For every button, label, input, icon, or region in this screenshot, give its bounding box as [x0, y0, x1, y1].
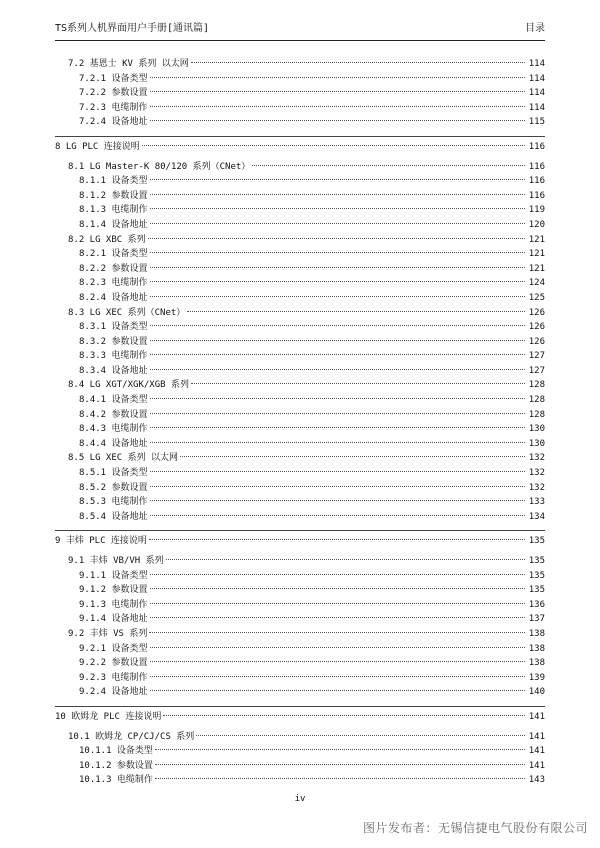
toc-subsection-entry[interactable]: [55, 510, 545, 525]
dot-leader: [150, 500, 525, 501]
dot-leader: [150, 281, 525, 282]
toc-entry-title: 8.1.2 参数设置: [79, 190, 148, 201]
toc-entry-title: 8 LG PLC 连接说明: [55, 141, 140, 152]
toc-entry-page: 124: [528, 278, 545, 289]
section-label: 目录: [525, 23, 545, 34]
toc-entry-page: 135: [528, 556, 545, 566]
toc-entry-page: 132: [528, 482, 545, 493]
dot-leader: [155, 778, 525, 779]
dot-leader: [148, 238, 525, 239]
toc-entry-page: 133: [528, 497, 545, 508]
toc-subsection-entry[interactable]: [55, 101, 545, 116]
toc-entry-page: 128: [528, 380, 545, 391]
dot-leader: [149, 632, 525, 633]
dot-leader: [150, 325, 525, 326]
toc-entry-page: 141: [528, 746, 545, 757]
toc-entry-title: 10.1.1 设备类型: [79, 746, 153, 757]
toc-entry-title: 8.3.2 参数设置: [79, 336, 148, 347]
chapter-divider: [55, 706, 545, 707]
toc-entry-page: 114: [528, 88, 545, 99]
toc-chapter-entry[interactable]: [55, 140, 545, 155]
toc-entry-title: 8.4.1 设备类型: [79, 395, 148, 406]
toc-entry-title: 9.2.4 设备地址: [79, 687, 148, 698]
toc-subsection-entry[interactable]: [55, 598, 545, 613]
dot-leader: [150, 340, 525, 341]
toc-entry-title: 8.4.4 设备地址: [79, 438, 148, 449]
toc-entry-page: 128: [528, 395, 545, 406]
dot-leader: [252, 165, 525, 166]
toc-entry-title: 8.4.3 电缆制作: [79, 424, 148, 435]
dot-leader: [191, 383, 525, 384]
toc-subsection-entry[interactable]: [55, 495, 545, 510]
toc-entry-title: 9.1.1 设备类型: [79, 570, 148, 581]
toc-section-entry[interactable]: [55, 730, 545, 745]
toc-entry-title: 7.2.1 设备类型: [79, 73, 148, 84]
toc-entry-page: 127: [528, 365, 545, 376]
toc-entry-page: 138: [528, 658, 545, 669]
header-divider: [55, 40, 545, 41]
dot-leader: [150, 296, 525, 297]
document-title: TS系列人机界面用户手册[通讯篇]: [55, 23, 210, 34]
dot-leader: [150, 267, 525, 268]
dot-leader: [150, 398, 525, 399]
toc-subsection-entry[interactable]: [55, 349, 545, 364]
dot-leader: [150, 574, 525, 575]
toc-subsection-entry[interactable]: [55, 437, 545, 452]
toc-entry-title: 8.3.4 设备地址: [79, 365, 148, 376]
table-of-contents: [55, 57, 545, 788]
toc-entry-title: 7.2.2 参数设置: [79, 88, 148, 99]
toc-entry-title: 9.2 丰炜 VS 系列: [68, 628, 148, 639]
dot-leader: [155, 749, 525, 750]
dot-leader: [166, 559, 525, 560]
toc-section-entry[interactable]: [55, 57, 545, 72]
toc-subsection-entry[interactable]: [55, 335, 545, 350]
toc-subsection-entry[interactable]: [55, 481, 545, 496]
toc-entry-page: 116: [528, 190, 545, 201]
toc-subsection-entry[interactable]: [55, 174, 545, 189]
toc-subsection-entry[interactable]: [55, 408, 545, 423]
toc-entry-title: 10.1.3 电缆制作: [79, 775, 153, 786]
dot-leader: [150, 617, 525, 618]
dot-leader: [150, 486, 525, 487]
toc-entry-page: 126: [528, 336, 545, 347]
dot-leader: [150, 442, 525, 443]
dot-leader: [150, 369, 525, 370]
toc-entry-page: 141: [528, 731, 545, 742]
toc-entry-page: 137: [528, 614, 545, 625]
dot-leader: [142, 145, 525, 146]
toc-subsection-entry[interactable]: [55, 364, 545, 379]
toc-subsection-entry[interactable]: [55, 276, 545, 291]
toc-entry-page: 128: [528, 409, 545, 420]
toc-entry-page: 125: [528, 292, 545, 303]
toc-entry-page: 140: [528, 687, 545, 698]
dot-leader: [150, 179, 525, 180]
toc-subsection-entry[interactable]: [55, 466, 545, 481]
toc-entry-page: 139: [528, 672, 545, 683]
dot-leader: [150, 208, 525, 209]
toc-entry-page: 115: [528, 117, 545, 128]
toc-entry-page: 135: [528, 585, 545, 596]
toc-entry-page: 132: [528, 468, 545, 479]
toc-entry-title: 8.1.1 设备类型: [79, 176, 148, 187]
dot-leader: [150, 354, 525, 355]
chapter-divider: [55, 530, 545, 531]
toc-entry-page: 114: [528, 73, 545, 84]
toc-entry-title: 9.1 丰炜 VB/VH 系列: [68, 556, 164, 566]
toc-subsection-entry[interactable]: [55, 393, 545, 408]
toc-subsection-entry[interactable]: [55, 320, 545, 335]
toc-section-entry[interactable]: [55, 306, 545, 321]
dot-leader: [150, 588, 525, 589]
toc-entry-title: 8.5.2 参数设置: [79, 482, 148, 493]
toc-subsection-entry[interactable]: [55, 685, 545, 700]
toc-subsection-entry[interactable]: [55, 262, 545, 277]
toc-entry-page: 132: [528, 453, 545, 464]
toc-entry-title: 8.2.4 设备地址: [79, 292, 148, 303]
toc-entry-title: 8.5 LG XEC 系列 以太网: [68, 453, 179, 464]
toc-entry-page: 126: [528, 322, 545, 333]
toc-entry-page: 119: [528, 205, 545, 216]
page-number: iv: [294, 794, 306, 804]
toc-entry-page: 114: [528, 59, 545, 69]
toc-subsection-entry[interactable]: [55, 569, 545, 584]
toc-entry-page: 130: [528, 424, 545, 435]
toc-entry-title: 9.2.2 参数设置: [79, 658, 148, 669]
toc-subsection-entry[interactable]: [55, 291, 545, 306]
toc-entry-page: 141: [528, 760, 545, 771]
toc-subsection-entry[interactable]: [55, 72, 545, 87]
toc-entry-page: 138: [528, 628, 545, 639]
dot-leader: [150, 676, 525, 677]
toc-subsection-entry[interactable]: [55, 642, 545, 657]
toc-subsection-entry[interactable]: [55, 612, 545, 627]
dot-leader: [150, 77, 525, 78]
toc-entry-page: 114: [528, 102, 545, 113]
toc-entry-page: 127: [528, 351, 545, 362]
dot-leader: [150, 427, 525, 428]
toc-subsection-entry[interactable]: [55, 247, 545, 262]
toc-subsection-entry[interactable]: [55, 656, 545, 671]
toc-chapter-entry[interactable]: [55, 710, 545, 725]
toc-entry-page: 121: [528, 234, 545, 245]
toc-entry-title: 8.2.2 参数设置: [79, 263, 148, 274]
dot-leader: [150, 413, 525, 414]
toc-entry-page: 135: [528, 570, 545, 581]
page-header: [55, 20, 545, 38]
toc-entry-title: 9.1.3 电缆制作: [79, 599, 148, 610]
toc-section-entry[interactable]: [55, 554, 545, 569]
toc-entry-title: 9.1.2 参数设置: [79, 585, 148, 596]
toc-entry-title: 8.2.3 电缆制作: [79, 278, 148, 289]
toc-entry-title: 8.5.4 设备地址: [79, 511, 148, 522]
toc-entry-page: 126: [528, 307, 545, 318]
dot-leader: [155, 764, 525, 765]
toc-entry-title: 8.4.2 参数设置: [79, 409, 148, 420]
dot-leader: [187, 311, 525, 312]
toc-entry-title: 10.1 欧姆龙 CP/CJ/CS 系列: [68, 731, 195, 742]
dot-leader: [150, 223, 525, 224]
toc-section-entry[interactable]: [55, 378, 545, 393]
toc-section-entry[interactable]: [55, 451, 545, 466]
toc-entry-title: 10 欧姆龙 PLC 连接说明: [55, 711, 162, 722]
dot-leader: [150, 91, 525, 92]
toc-chapter-entry[interactable]: [55, 534, 545, 549]
toc-entry-page: 135: [528, 536, 545, 547]
toc-entry-page: 116: [528, 141, 545, 152]
toc-entry-page: 141: [528, 711, 545, 722]
toc-subsection-entry[interactable]: [55, 671, 545, 686]
dot-leader: [191, 62, 525, 63]
dot-leader: [150, 194, 525, 195]
dot-leader: [163, 715, 525, 716]
toc-subsection-entry[interactable]: [55, 759, 545, 774]
dot-leader: [150, 515, 525, 516]
toc-entry-title: 10.1.2 参数设置: [79, 760, 153, 771]
chapter-divider: [55, 136, 545, 137]
dot-leader: [196, 735, 525, 736]
toc-subsection-entry[interactable]: [55, 203, 545, 218]
toc-section-entry[interactable]: [55, 160, 545, 175]
dot-leader: [150, 252, 525, 253]
toc-entry-title: 9.2.3 电缆制作: [79, 672, 148, 683]
dot-leader: [150, 106, 525, 107]
toc-subsection-entry[interactable]: [55, 583, 545, 598]
toc-section-entry[interactable]: [55, 233, 545, 248]
toc-subsection-entry[interactable]: [55, 422, 545, 437]
toc-entry-title: 7.2.3 电缆制作: [79, 102, 148, 113]
dot-leader: [150, 120, 525, 121]
toc-entry-title: 8.5.1 设备类型: [79, 468, 148, 479]
toc-entry-title: 8.3.1 设备类型: [79, 322, 148, 333]
dot-leader: [150, 661, 525, 662]
toc-entry-title: 8.3.3 电缆制作: [79, 351, 148, 362]
dot-leader: [150, 603, 525, 604]
toc-entry-title: 8.1 LG Master-K 80/120 系列（CNet）: [68, 161, 251, 172]
toc-entry-title: 9 丰炜 PLC 连接说明: [55, 536, 147, 547]
toc-subsection-entry[interactable]: [55, 218, 545, 233]
toc-entry-page: 116: [528, 176, 545, 187]
toc-entry-title: 8.2 LG XBC 系列: [68, 234, 146, 245]
toc-entry-title: 8.5.3 电缆制作: [79, 497, 148, 508]
toc-entry-page: 121: [528, 249, 545, 260]
toc-subsection-entry[interactable]: [55, 115, 545, 130]
toc-entry-page: 121: [528, 263, 545, 274]
toc-entry-title: 8.1.4 设备地址: [79, 219, 148, 230]
toc-entry-title: 8.1.3 电缆制作: [79, 205, 148, 216]
toc-subsection-entry[interactable]: [55, 189, 545, 204]
toc-entry-title: 7.2.4 设备地址: [79, 117, 148, 128]
toc-entry-title: 7.2 基恩士 KV 系列 以太网: [68, 59, 189, 69]
dot-leader: [149, 539, 525, 540]
publisher-watermark: 图片发布者：无锡信捷电气股份有限公司: [362, 821, 588, 835]
toc-section-entry[interactable]: [55, 627, 545, 642]
dot-leader: [150, 471, 525, 472]
toc-entry-page: 130: [528, 438, 545, 449]
dot-leader: [150, 647, 525, 648]
toc-entry-page: 116: [528, 161, 545, 172]
dot-leader: [150, 690, 525, 691]
toc-entry-page: 120: [528, 219, 545, 230]
toc-subsection-entry[interactable]: [55, 86, 545, 101]
toc-entry-title: 8.3 LG XEC 系列（CNet）: [68, 307, 186, 318]
toc-subsection-entry[interactable]: [55, 744, 545, 759]
toc-entry-title: 9.1.4 设备地址: [79, 614, 148, 625]
dot-leader: [180, 456, 525, 457]
toc-entry-page: 136: [528, 599, 545, 610]
toc-entry-page: 143: [528, 775, 545, 786]
toc-entry-page: 134: [528, 511, 545, 522]
toc-subsection-entry[interactable]: [55, 773, 545, 788]
toc-entry-title: 8.4 LG XGT/XGK/XGB 系列: [68, 380, 189, 391]
toc-entry-page: 138: [528, 643, 545, 654]
toc-entry-title: 9.2.1 设备类型: [79, 643, 148, 654]
toc-entry-title: 8.2.1 设备类型: [79, 249, 148, 260]
